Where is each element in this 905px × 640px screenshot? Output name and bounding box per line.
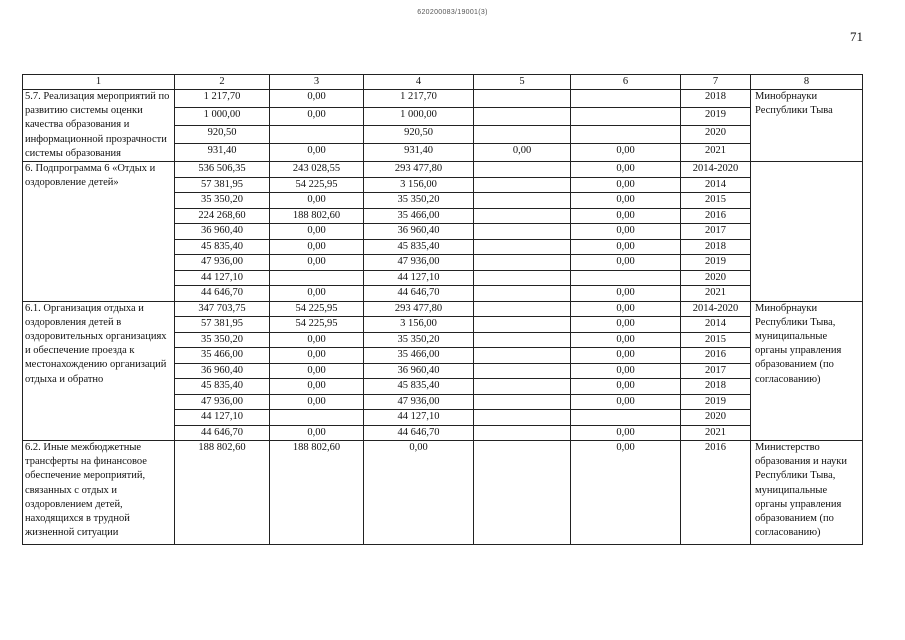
amount-extra-cell: 0,00	[571, 301, 681, 317]
year-cell: 2014	[681, 177, 751, 193]
column-header: 3	[270, 75, 364, 90]
column-header: 1	[23, 75, 175, 90]
amount-municipal-cell	[474, 162, 571, 178]
year-cell: 2016	[681, 208, 751, 224]
amount-republic-cell: 931,40	[364, 144, 474, 162]
section-description: 5.7. Реализация мероприятий по развитию системы оценки качества образования и информационной прозрачности системы образования	[23, 90, 175, 162]
amount-municipal-cell	[474, 301, 571, 317]
amount-federal-cell: 0,00	[270, 224, 364, 240]
amount-federal-cell: 54 225,95	[270, 177, 364, 193]
amount-federal-cell: 0,00	[270, 394, 364, 410]
amount-extra-cell: 0,00	[571, 224, 681, 240]
amount-republic-cell: 920,50	[364, 126, 474, 144]
page-number: 71	[850, 29, 863, 44]
amount-total-cell: 347 703,75	[175, 301, 270, 317]
column-header: 5	[474, 75, 571, 90]
amount-extra-cell	[571, 270, 681, 286]
amount-federal-cell: 0,00	[270, 108, 364, 126]
amount-extra-cell: 0,00	[571, 177, 681, 193]
table-row	[23, 441, 863, 545]
amount-extra-cell: 0,00	[571, 363, 681, 379]
amount-municipal-cell	[474, 425, 571, 441]
amount-republic-cell: 47 936,00	[364, 394, 474, 410]
amount-municipal-cell: 0,00	[474, 144, 571, 162]
amount-total-cell: 35 350,20	[175, 193, 270, 209]
amount-total-cell: 920,50	[175, 126, 270, 144]
amount-municipal-cell	[474, 193, 571, 209]
column-header: 6	[571, 75, 681, 90]
amount-total-cell: 35 350,20	[175, 332, 270, 348]
amount-federal-cell: 0,00	[270, 144, 364, 162]
amount-federal-cell: 0,00	[270, 239, 364, 255]
year-cell: 2020	[681, 270, 751, 286]
amount-federal-cell: 0,00	[270, 425, 364, 441]
column-header: 2	[175, 75, 270, 90]
amount-total-cell: 57 381,95	[175, 177, 270, 193]
amount-municipal-cell	[474, 255, 571, 271]
year-cell: 2018	[681, 239, 751, 255]
section-description: 6.2. Иные межбюджетные трансферты на финансовое обеспечение мероприятий, связанных с отдых и оздоровлением детей, находящихся в трудной жизненной ситуации	[23, 441, 175, 545]
column-header: 8	[751, 75, 863, 90]
amount-total-cell: 47 936,00	[175, 255, 270, 271]
amount-municipal-cell	[474, 332, 571, 348]
amount-republic-cell: 36 960,40	[364, 224, 474, 240]
amount-total-cell: 45 835,40	[175, 239, 270, 255]
amount-federal-cell: 243 028,55	[270, 162, 364, 178]
amount-republic-cell: 293 477,80	[364, 162, 474, 178]
amount-republic-cell: 44 127,10	[364, 410, 474, 426]
amount-federal-cell	[270, 410, 364, 426]
amount-municipal-cell	[474, 126, 571, 144]
year-cell: 2015	[681, 332, 751, 348]
amount-republic-cell: 1 217,70	[364, 90, 474, 108]
amount-extra-cell: 0,00	[571, 239, 681, 255]
amount-federal-cell: 54 225,95	[270, 317, 364, 333]
amount-municipal-cell	[474, 270, 571, 286]
amount-total-cell: 1 217,70	[175, 90, 270, 108]
amount-municipal-cell	[474, 394, 571, 410]
amount-total-cell: 57 381,95	[175, 317, 270, 333]
section-description: 6.1. Организация отдыха и оздоровления детей в оздоровительных организациях и обеспечение проезда к местонахождению организаций отдыха и обратно	[23, 301, 175, 441]
year-cell: 2021	[681, 144, 751, 162]
amount-extra-cell	[571, 126, 681, 144]
amount-municipal-cell	[474, 177, 571, 193]
amount-extra-cell: 0,00	[571, 332, 681, 348]
amount-federal-cell	[270, 126, 364, 144]
amount-republic-cell: 293 477,80	[364, 301, 474, 317]
year-cell: 2017	[681, 363, 751, 379]
amount-municipal-cell	[474, 363, 571, 379]
amount-federal-cell: 0,00	[270, 90, 364, 108]
year-cell: 2021	[681, 286, 751, 302]
amount-total-cell: 44 646,70	[175, 425, 270, 441]
year-cell: 2014	[681, 317, 751, 333]
amount-republic-cell: 36 960,40	[364, 363, 474, 379]
year-cell: 2019	[681, 255, 751, 271]
amount-municipal-cell	[474, 108, 571, 126]
amount-municipal-cell	[474, 286, 571, 302]
amount-extra-cell: 0,00	[571, 162, 681, 178]
amount-extra-cell: 0,00	[571, 144, 681, 162]
amount-federal-cell: 54 225,95	[270, 301, 364, 317]
amount-total-cell: 45 835,40	[175, 379, 270, 395]
amount-total-cell: 35 466,00	[175, 348, 270, 364]
amount-municipal-cell	[474, 224, 571, 240]
section-executor: Министерство образования и науки Республики Тыва, муниципальные органы управления образованием (по согласованию)	[751, 441, 863, 545]
amount-extra-cell: 0,00	[571, 441, 681, 545]
document-code: 620200083/19001(3)	[417, 9, 488, 16]
amount-extra-cell	[571, 410, 681, 426]
amount-republic-cell: 1 000,00	[364, 108, 474, 126]
amount-federal-cell	[270, 270, 364, 286]
amount-total-cell: 47 936,00	[175, 394, 270, 410]
amount-republic-cell: 35 466,00	[364, 348, 474, 364]
year-cell: 2018	[681, 90, 751, 108]
amount-total-cell: 36 960,40	[175, 224, 270, 240]
amount-republic-cell: 3 156,00	[364, 317, 474, 333]
amount-republic-cell: 35 466,00	[364, 208, 474, 224]
amount-total-cell: 44 646,70	[175, 286, 270, 302]
amount-municipal-cell	[474, 317, 571, 333]
amount-total-cell: 44 127,10	[175, 410, 270, 426]
amount-federal-cell: 0,00	[270, 255, 364, 271]
amount-federal-cell: 0,00	[270, 193, 364, 209]
year-cell: 2020	[681, 126, 751, 144]
amount-republic-cell: 3 156,00	[364, 177, 474, 193]
amount-federal-cell: 188 802,60	[270, 208, 364, 224]
year-cell: 2014-2020	[681, 162, 751, 178]
year-cell: 2017	[681, 224, 751, 240]
table-row	[23, 90, 863, 108]
year-cell: 2021	[681, 425, 751, 441]
year-cell: 2020	[681, 410, 751, 426]
year-cell: 2016	[681, 348, 751, 364]
amount-federal-cell: 188 802,60	[270, 441, 364, 545]
amount-extra-cell: 0,00	[571, 286, 681, 302]
amount-federal-cell: 0,00	[270, 286, 364, 302]
amount-extra-cell	[571, 108, 681, 126]
amount-total-cell: 44 127,10	[175, 270, 270, 286]
amount-municipal-cell	[474, 348, 571, 364]
amount-republic-cell: 47 936,00	[364, 255, 474, 271]
amount-extra-cell: 0,00	[571, 379, 681, 395]
year-cell: 2019	[681, 108, 751, 126]
amount-extra-cell: 0,00	[571, 317, 681, 333]
amount-republic-cell: 44 127,10	[364, 270, 474, 286]
amount-extra-cell: 0,00	[571, 208, 681, 224]
amount-republic-cell: 35 350,20	[364, 193, 474, 209]
amount-extra-cell: 0,00	[571, 425, 681, 441]
amount-total-cell: 224 268,60	[175, 208, 270, 224]
amount-total-cell: 536 506,35	[175, 162, 270, 178]
amount-municipal-cell	[474, 90, 571, 108]
table-row	[23, 301, 863, 317]
amount-republic-cell: 44 646,70	[364, 425, 474, 441]
amount-extra-cell	[571, 90, 681, 108]
amount-republic-cell: 45 835,40	[364, 239, 474, 255]
amount-total-cell: 36 960,40	[175, 363, 270, 379]
column-header: 4	[364, 75, 474, 90]
amount-republic-cell: 44 646,70	[364, 286, 474, 302]
amount-total-cell: 188 802,60	[175, 441, 270, 545]
year-cell: 2015	[681, 193, 751, 209]
section-executor: Минобрнауки Республики Тыва	[751, 90, 863, 162]
amount-republic-cell: 35 350,20	[364, 332, 474, 348]
amount-extra-cell: 0,00	[571, 348, 681, 364]
amount-extra-cell: 0,00	[571, 394, 681, 410]
year-cell: 2014-2020	[681, 301, 751, 317]
amount-federal-cell: 0,00	[270, 332, 364, 348]
amount-federal-cell: 0,00	[270, 379, 364, 395]
budget-table	[22, 74, 863, 545]
section-executor: Минобрнауки Республики Тыва, муниципальные органы управления образованием (по согласованию)	[751, 301, 863, 441]
year-cell: 2019	[681, 394, 751, 410]
amount-federal-cell: 0,00	[270, 363, 364, 379]
section-executor	[751, 162, 863, 302]
amount-extra-cell: 0,00	[571, 193, 681, 209]
amount-municipal-cell	[474, 208, 571, 224]
amount-republic-cell: 45 835,40	[364, 379, 474, 395]
amount-federal-cell: 0,00	[270, 348, 364, 364]
amount-municipal-cell	[474, 379, 571, 395]
column-header: 7	[681, 75, 751, 90]
amount-municipal-cell	[474, 441, 571, 545]
section-description: 6. Подпрограмма 6 «Отдых и оздоровление детей»	[23, 162, 175, 302]
amount-republic-cell: 0,00	[364, 441, 474, 545]
amount-extra-cell: 0,00	[571, 255, 681, 271]
year-cell: 2016	[681, 441, 751, 545]
year-cell: 2018	[681, 379, 751, 395]
amount-municipal-cell	[474, 410, 571, 426]
amount-municipal-cell	[474, 239, 571, 255]
amount-total-cell: 931,40	[175, 144, 270, 162]
amount-total-cell: 1 000,00	[175, 108, 270, 126]
header-row	[23, 75, 863, 90]
table-row	[23, 162, 863, 178]
